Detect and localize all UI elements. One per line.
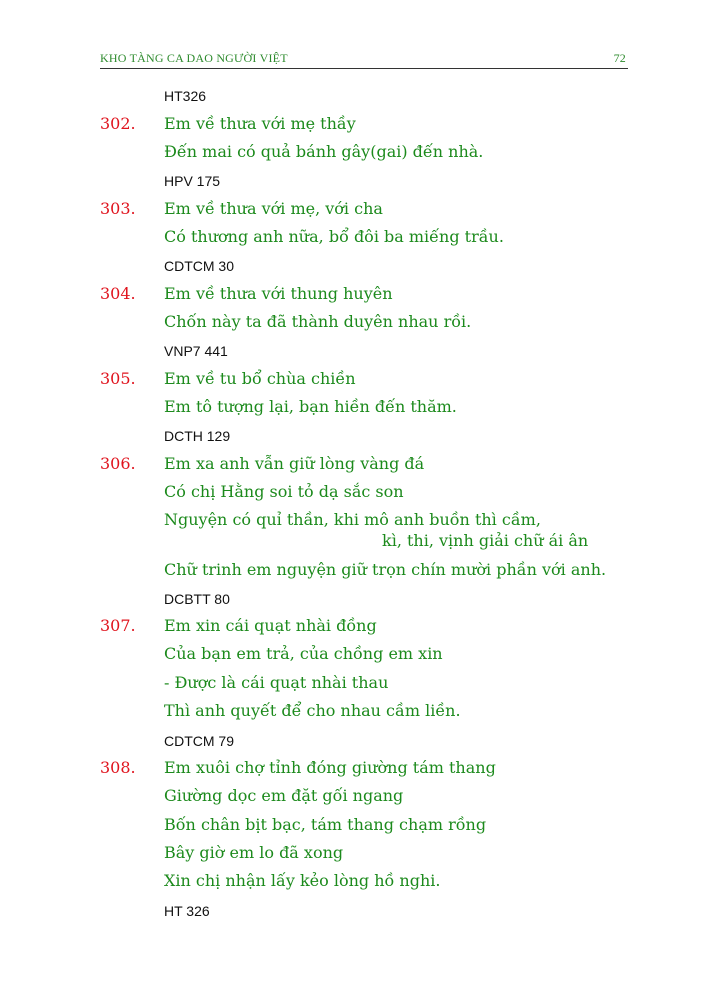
verse-line: Bốn chân bịt bạc, tám thang chạm rồng: [164, 815, 487, 834]
verse-line: Em xin cái quạt nhài đồng: [164, 616, 377, 635]
source-reference: CDTCM 30: [164, 258, 235, 274]
entry-number: 304.: [100, 284, 136, 303]
source-reference: DCTH 129: [164, 428, 231, 444]
entry-number: 305.: [100, 369, 136, 388]
book-title: KHO TÀNG CA DAO NGƯỜI VIỆT: [100, 51, 288, 65]
entry-number: 306.: [100, 454, 136, 473]
entry-number: 308.: [100, 758, 136, 777]
verse-line: Nguyện có quỉ thần, khi mô anh buồn thì cầm,: [164, 510, 541, 529]
verse-line: Em về thưa với thung huyên: [164, 284, 393, 303]
verse-line: Có thương anh nữa, bổ đôi ba miếng trầu.: [164, 227, 504, 246]
verse-line: Của bạn em trả, của chồng em xin: [164, 644, 443, 663]
verse-line: Thì anh quyết để cho nhau cầm liền.: [164, 701, 461, 720]
entry-number: 303.: [100, 199, 136, 218]
entry-number: 302.: [100, 114, 136, 133]
verse-line: Em về thưa với mẹ, với cha: [164, 199, 383, 218]
verse-line: Em tô tượng lại, bạn hiền đến thăm.: [164, 397, 457, 416]
verse-line: - Được là cái quạt nhài thau: [164, 673, 389, 692]
verse-line-continuation: kì, thi, vịnh giải chữ ái ân: [382, 531, 589, 550]
verse-line: Em về thưa với mẹ thầy: [164, 114, 356, 133]
source-reference: VNP7 441: [164, 343, 228, 359]
source-reference: DCBTT 80: [164, 591, 230, 607]
verse-line: Chữ trinh em nguyện giữ trọn chín mười phần với anh.: [164, 560, 607, 579]
source-reference: CDTCM 79: [164, 733, 235, 749]
verse-line: Chốn này ta đã thành duyên nhau rồi.: [164, 312, 472, 331]
verse-line: Xin chị nhận lấy kẻo lòng hồ nghi.: [164, 871, 441, 890]
page-number: 72: [613, 51, 626, 65]
entry-number: 307.: [100, 616, 136, 635]
source-reference: HPV 175: [164, 173, 221, 189]
verse-line: Giường dọc em đặt gối ngang: [164, 786, 404, 805]
source-reference: HT326: [164, 88, 207, 104]
source-reference: HT 326: [164, 903, 210, 919]
verse-line: Có chị Hằng soi tỏ dạ sắc son: [164, 482, 404, 501]
verse-line: Em xuôi chợ tỉnh đóng giường tám thang: [164, 758, 496, 777]
verse-line: Đến mai có quả bánh gây(gai) đến nhà.: [164, 142, 484, 161]
verse-line: Em xa anh vẫn giữ lòng vàng đá: [164, 454, 425, 473]
running-header: [100, 48, 628, 69]
verse-line: Bây giờ em lo đã xong: [164, 843, 344, 862]
verse-line: Em về tu bổ chùa chiền: [164, 369, 356, 388]
